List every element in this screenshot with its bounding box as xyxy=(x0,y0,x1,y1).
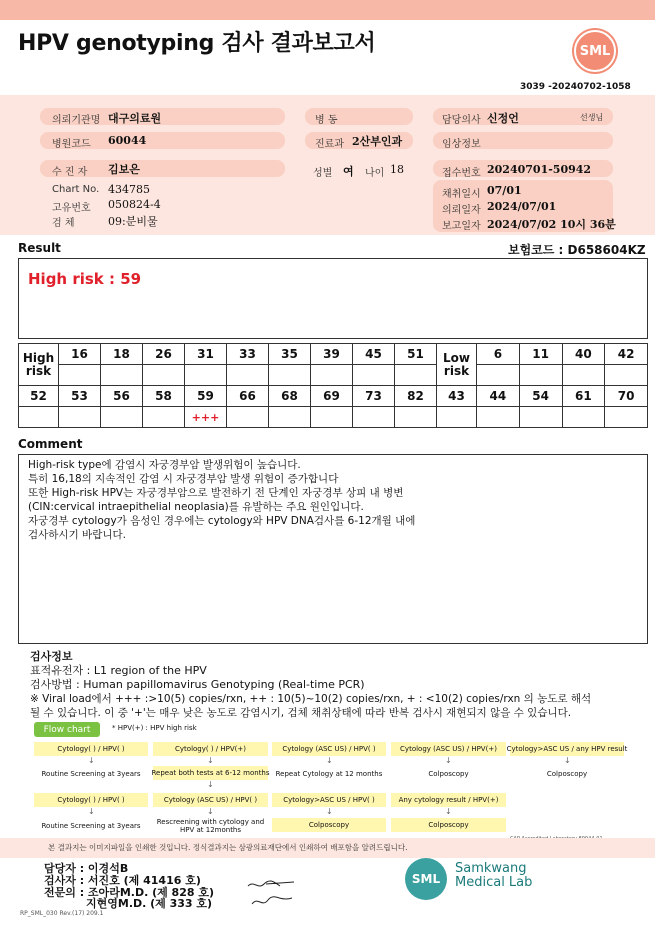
comment-line: 검사하시기 바랍니다. xyxy=(28,529,126,541)
type-cell: 58 xyxy=(143,386,185,407)
type-cell: 66 xyxy=(227,386,269,407)
request-label: 의뢰일자 xyxy=(442,205,481,216)
inspection-line: 검사방법 : Human papillomavirus Genotyping (Real-time PCR) xyxy=(30,678,365,691)
result-cell xyxy=(477,407,520,428)
staff-specialist: 지현영M.D. (제 333 호) xyxy=(86,897,213,910)
result-cell xyxy=(59,407,101,428)
receipt-label: 접수번호 xyxy=(442,168,481,179)
flow-node: Cytology( ) / HPV( ) xyxy=(34,742,148,756)
flow-outcome: Colposcopy xyxy=(428,770,469,778)
type-cell: 51 xyxy=(395,344,437,365)
type-cell: 43 xyxy=(437,386,477,407)
dept-label: 진료과 xyxy=(315,139,344,150)
sml-lab-logo-icon: SML xyxy=(405,858,447,900)
result-cell xyxy=(395,407,437,428)
type-cell: 56 xyxy=(101,386,143,407)
inspection-line: ※ Viral load에서 +++ :>10(5) copies/rxn, ++ : 10(5)~10(2) copies/rxn, + : <10(2) copies/rxn 의 농도로 해석 xyxy=(30,693,592,705)
sex-label: 성별 xyxy=(313,168,333,179)
type-cell: 35 xyxy=(269,344,311,365)
low-risk-header: Low risk xyxy=(437,344,477,386)
signature-image xyxy=(244,876,300,910)
comment-line: 자궁경부 cytology가 음성인 경우에는 cytology와 HPV DNA검사를 6-12개월 내에 xyxy=(28,515,416,527)
comment-line: High-risk type에 감염시 자궁경부암 발생위험이 높습니다. xyxy=(28,459,301,471)
flow-outcome: Routine Screening at 3years xyxy=(41,822,141,830)
report-value: 2024/07/02 10시 36분 xyxy=(487,218,616,231)
request-value: 2024/07/01 xyxy=(487,200,557,213)
doc-number-1: 3039 -20240702-1058 xyxy=(520,82,631,92)
recipient-value: 김보은 xyxy=(108,163,140,176)
inspection-title: 검사정보 xyxy=(30,650,73,663)
result-heading: Result xyxy=(18,241,61,255)
type-cell: 82 xyxy=(395,386,437,407)
recipient-label: 수 진 자 xyxy=(52,167,88,178)
staff-tester: 검사자 : 서진호 (제 41416 호) xyxy=(44,874,201,887)
age-value: 18 xyxy=(390,163,404,176)
lab-name: Samkwang Medical Lab xyxy=(455,861,533,890)
flow-node: Cytology>ASC US / any HPV result xyxy=(510,742,624,756)
type-cell: 16 xyxy=(59,344,101,365)
flow-node: Cytology (ASC US) / HPV( ) xyxy=(272,742,386,756)
high-risk-result: High risk : 59 xyxy=(28,270,142,288)
dept-value: 2산부인과 xyxy=(352,135,403,148)
report-title: HPV genotyping 검사 결과보고서 xyxy=(18,31,376,56)
flow-node: Cytology (ASC US) / HPV( ) xyxy=(153,793,268,807)
flow-node: Cytology>ASC US / HPV( ) xyxy=(272,793,386,807)
top-band xyxy=(0,0,655,20)
flow-node: Cytology (ASC US) / HPV(+) xyxy=(391,742,506,756)
code-value: 60044 xyxy=(108,134,147,147)
result-cell xyxy=(143,407,185,428)
type-cell: 53 xyxy=(59,386,101,407)
result-cell xyxy=(269,407,311,428)
result-cell xyxy=(19,407,59,428)
doctor-suffix: 선생님 xyxy=(580,113,604,122)
ward-label: 병 동 xyxy=(315,115,338,126)
type-cell: 26 xyxy=(143,344,185,365)
insurance-code: 보험코드 : D658604KZ xyxy=(508,243,646,257)
flow-outcome: Routine Screening at 3years xyxy=(41,770,141,778)
type-cell: 69 xyxy=(311,386,353,407)
comment-line: 특히 16,18의 지속적인 감염 시 자궁경부암 발생 위험이 증가합니다 xyxy=(28,473,339,485)
comment-line: 또한 High-risk HPV는 자궁경부암으로 발전하기 전 단계인 자궁경부 상피 내 병변 xyxy=(28,487,404,499)
flow-outcome: Colposcopy xyxy=(546,770,588,778)
print-notice: 본 결과지는 이미지파일을 인쇄한 것입니다. 정식결과지는 삼광의료재단에서 인쇄하여 배포함을 알려드립니다. xyxy=(48,843,408,852)
type-cell: 31 xyxy=(185,344,227,365)
flow-node: Cytology( ) / HPV(+) xyxy=(153,742,268,756)
type-cell: 61 xyxy=(562,386,605,407)
result-cell xyxy=(101,407,143,428)
form-code: RP_SML_030 Rev.(17) 209.1 xyxy=(20,910,104,917)
hospital-label: 의뢰기관명 xyxy=(52,115,101,126)
age-label: 나이 xyxy=(365,168,385,179)
comment-text xyxy=(28,458,638,542)
report-label: 보고일자 xyxy=(442,221,481,232)
type-cell: 59 xyxy=(185,386,227,407)
collect-value: 07/01 xyxy=(487,184,522,197)
result-cell xyxy=(562,407,605,428)
type-cell: 11 xyxy=(519,344,562,365)
chart-label: Chart No. xyxy=(52,184,100,195)
doctor-value: 신정언 xyxy=(487,112,519,125)
comment-heading: Comment xyxy=(18,437,83,451)
unique-label: 고유번호 xyxy=(52,203,91,214)
staff-specialist: 전문의 : 조아라M.D. (제 828 호) xyxy=(44,886,215,899)
flow-node: Cytology( ) / HPV( ) xyxy=(34,793,148,807)
hospital-value: 대구의료원 xyxy=(108,112,162,125)
doctor-label: 담당의사 xyxy=(442,115,481,126)
result-cell xyxy=(353,407,395,428)
staff-manager: 담당자 : 이경석B xyxy=(44,862,129,875)
genotype-table xyxy=(18,343,648,428)
specimen-label: 검 체 xyxy=(52,218,75,229)
type-cell: 33 xyxy=(227,344,269,365)
type-cell: 40 xyxy=(562,344,605,365)
code-label: 병원코드 xyxy=(52,139,91,150)
type-cell: 52 xyxy=(19,386,59,407)
chart-value: 434785 xyxy=(108,183,150,196)
inspection-line: 될 수 있습니다. 이 중 '+'는 매우 낮은 농도로 감염시기, 검체 채취상태에 따라 반복 검사시 재현되지 않을 수 있습니다. xyxy=(30,707,572,719)
flow-note: * HPV(+) : HPV high risk xyxy=(112,724,197,732)
high-risk-header: High risk xyxy=(19,344,59,386)
flow-outcome: Colposcopy xyxy=(391,818,506,832)
specimen-value: 09:분비물 xyxy=(108,215,158,228)
unique-value: 050824-4 xyxy=(108,198,161,211)
type-cell: 44 xyxy=(477,386,520,407)
flow-outcome: Repeat both tests at 6-12 months xyxy=(153,766,268,780)
type-cell: 73 xyxy=(353,386,395,407)
result-cell xyxy=(519,407,562,428)
result-cell xyxy=(605,407,648,428)
sml-logo-icon: SML xyxy=(574,30,616,72)
result-cell: +++ xyxy=(185,407,227,428)
flow-outcome: Rescreening with cytology and HPV at 12months xyxy=(156,818,265,834)
result-cell xyxy=(437,407,477,428)
comment-line: (CIN:cervical intraepithelial neoplasia)를 유발하는 주요 원인입니다. xyxy=(28,501,364,513)
type-cell: 68 xyxy=(269,386,311,407)
receipt-value: 20240701-50942 xyxy=(487,163,592,176)
type-cell: 18 xyxy=(101,344,143,365)
sex-value: 여 xyxy=(343,165,354,178)
type-cell: 42 xyxy=(605,344,648,365)
collect-label: 채취일시 xyxy=(442,189,481,200)
clinical-label: 임상정보 xyxy=(442,139,481,150)
flow-chart-button[interactable]: Flow chart xyxy=(34,722,100,737)
type-cell: 6 xyxy=(477,344,520,365)
type-cell: 39 xyxy=(311,344,353,365)
result-cell xyxy=(311,407,353,428)
type-cell: 54 xyxy=(519,386,562,407)
flow-outcome: Colposcopy xyxy=(272,818,386,832)
result-cell xyxy=(227,407,269,428)
flow-node: Any cytology result / HPV(+) xyxy=(391,793,506,807)
type-cell: 45 xyxy=(353,344,395,365)
type-cell: 70 xyxy=(605,386,648,407)
flow-outcome: Repeat Cytology at 12 months xyxy=(275,770,383,778)
inspection-line: 표적유전자 : L1 region of the HPV xyxy=(30,664,207,677)
